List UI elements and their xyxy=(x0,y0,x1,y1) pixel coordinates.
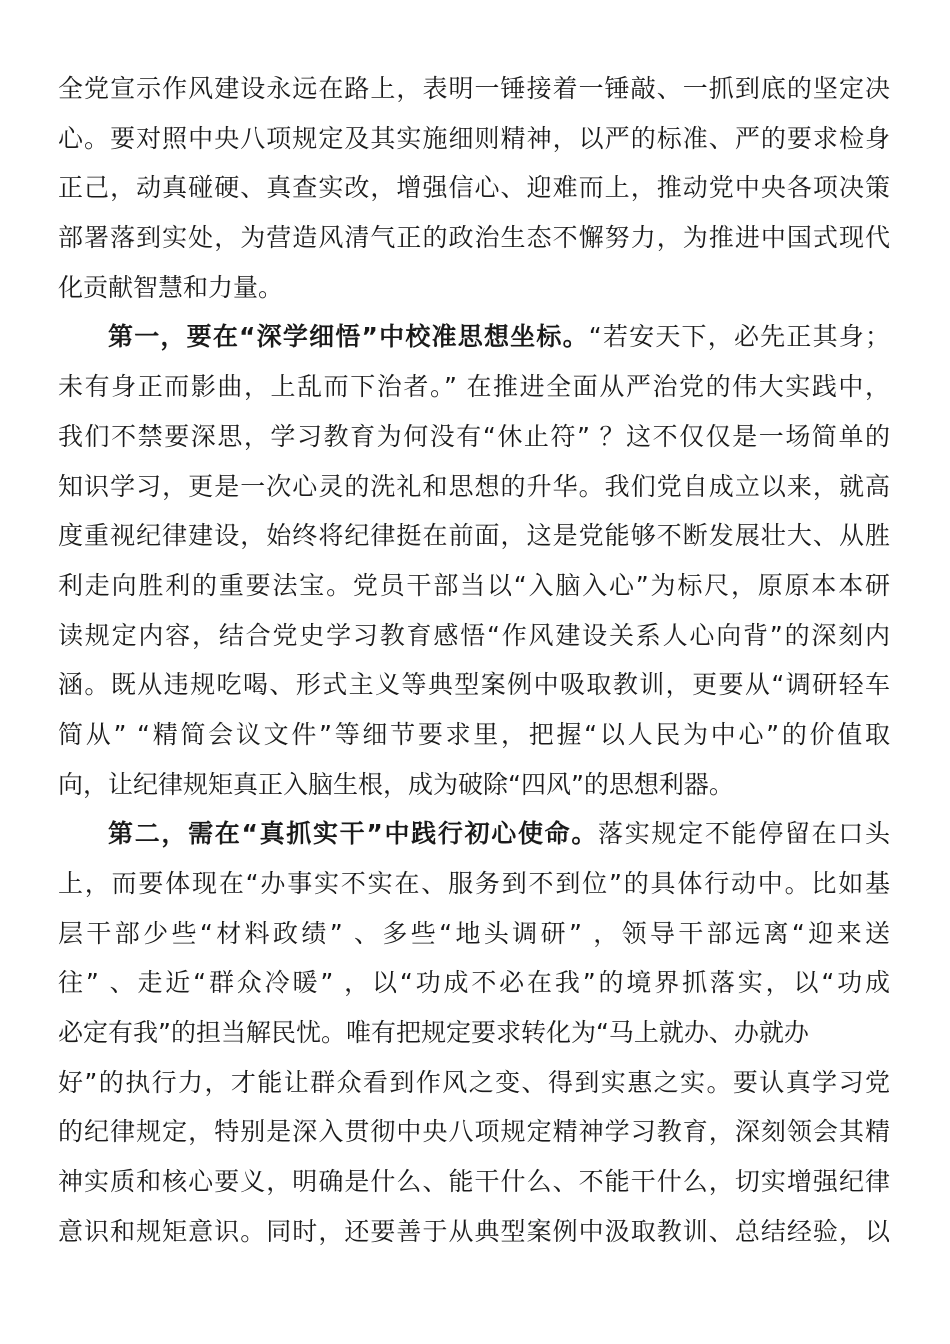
paragraph-1 xyxy=(58,64,890,312)
text-line: 部署落到实处，为营造风清气正的政治生态不懈努力，为推进中国式现代 xyxy=(58,223,890,253)
text-line: 全党宣示作风建设永远在路上，表明一锤接着一锤敲、一抓到底的坚定决 xyxy=(58,74,890,103)
text-line: 的纪律规定，特别是深入贯彻中央八项规定精神学习教育，深刻领会其精 xyxy=(58,1117,890,1147)
text-line: 向，让纪律规矩真正入脑生根，成为破除“四风”的思想利器。 xyxy=(58,769,734,799)
text-line: 上，而要体现在“办事实不实在、服务到不到位”的具体行动中。比如基 xyxy=(58,869,890,898)
text-line: 正己，动真碰硬、真查实改，增强信心、迎难而上，推动党中央各项决策 xyxy=(58,173,890,203)
text-span: 落实规定不能停留在口头 xyxy=(598,819,890,849)
paragraph-3 xyxy=(58,809,890,1256)
text-line: 我们不禁要深思，学习教育为何没有“休止符” ？这不仅仅是一场简单的 xyxy=(58,421,890,451)
text-line: 心。要对照中央八项规定及其实施细则精神，以严的标准、严的要求检身 xyxy=(58,123,890,153)
text-line xyxy=(58,312,890,362)
paragraph-heading: 第一，要在“深学细悟”中校准思想坐标。 xyxy=(108,322,589,352)
document-page xyxy=(58,64,890,1257)
text-line: 化贡献智慧和力量。 xyxy=(58,272,284,302)
text-line: 读规定内容，结合党史学习教育感悟“作风建设关系人心向背”的深刻内 xyxy=(58,620,890,650)
text-line: 度重视纪律建设，始终将纪律挺在前面，这是党能够不断发展壮大、从胜 xyxy=(58,521,890,551)
text-span: “若安天下，必先正其身； xyxy=(588,322,890,352)
text-line: 涵。既从违规吃喝、形式主义等典型案例中吸取教训，更要从“调研轻车 xyxy=(58,670,890,700)
text-line: 神实质和核心要义，明确是什么、能干什么、不能干什么，切实增强纪律 xyxy=(58,1167,890,1197)
text-line: 往” 、走近“群众冷暖” ，以“功成不必在我”的境界抓落实，以“功成 xyxy=(58,968,890,998)
text-line: 层干部少些“材料政绩” 、多些“地头调研” ，领导干部远离“迎来送 xyxy=(58,918,890,948)
text-line: 简从” “精简会议文件”等细节要求里，把握“以人民为中心”的价值取 xyxy=(58,719,890,749)
text-line: 好”的执行力，才能让群众看到作风之变、得到实惠之实。要认真学习党 xyxy=(58,1067,890,1097)
text-line: 利走向胜利的重要法宝。党员干部当以“入脑入心”为标尺，原原本本研 xyxy=(58,570,890,600)
text-line: 未有身正而影曲，上乱而下治者。” 在推进全面从严治党的伟大实践中， xyxy=(58,372,890,402)
text-line: 必定有我”的担当解民忧。唯有把规定要求转化为“马上就办、办就办 xyxy=(58,1018,809,1048)
paragraph-heading: 第二，需在“真抓实干”中践行初心使命。 xyxy=(108,819,599,849)
text-line xyxy=(58,809,890,859)
text-line: 知识学习，更是一次心灵的洗礼和思想的升华。我们党自成立以来，就高 xyxy=(58,471,890,501)
text-line: 意识和规矩意识。同时，还要善于从典型案例中汲取教训、总结经验，以 xyxy=(58,1216,890,1246)
paragraph-2 xyxy=(58,312,890,809)
